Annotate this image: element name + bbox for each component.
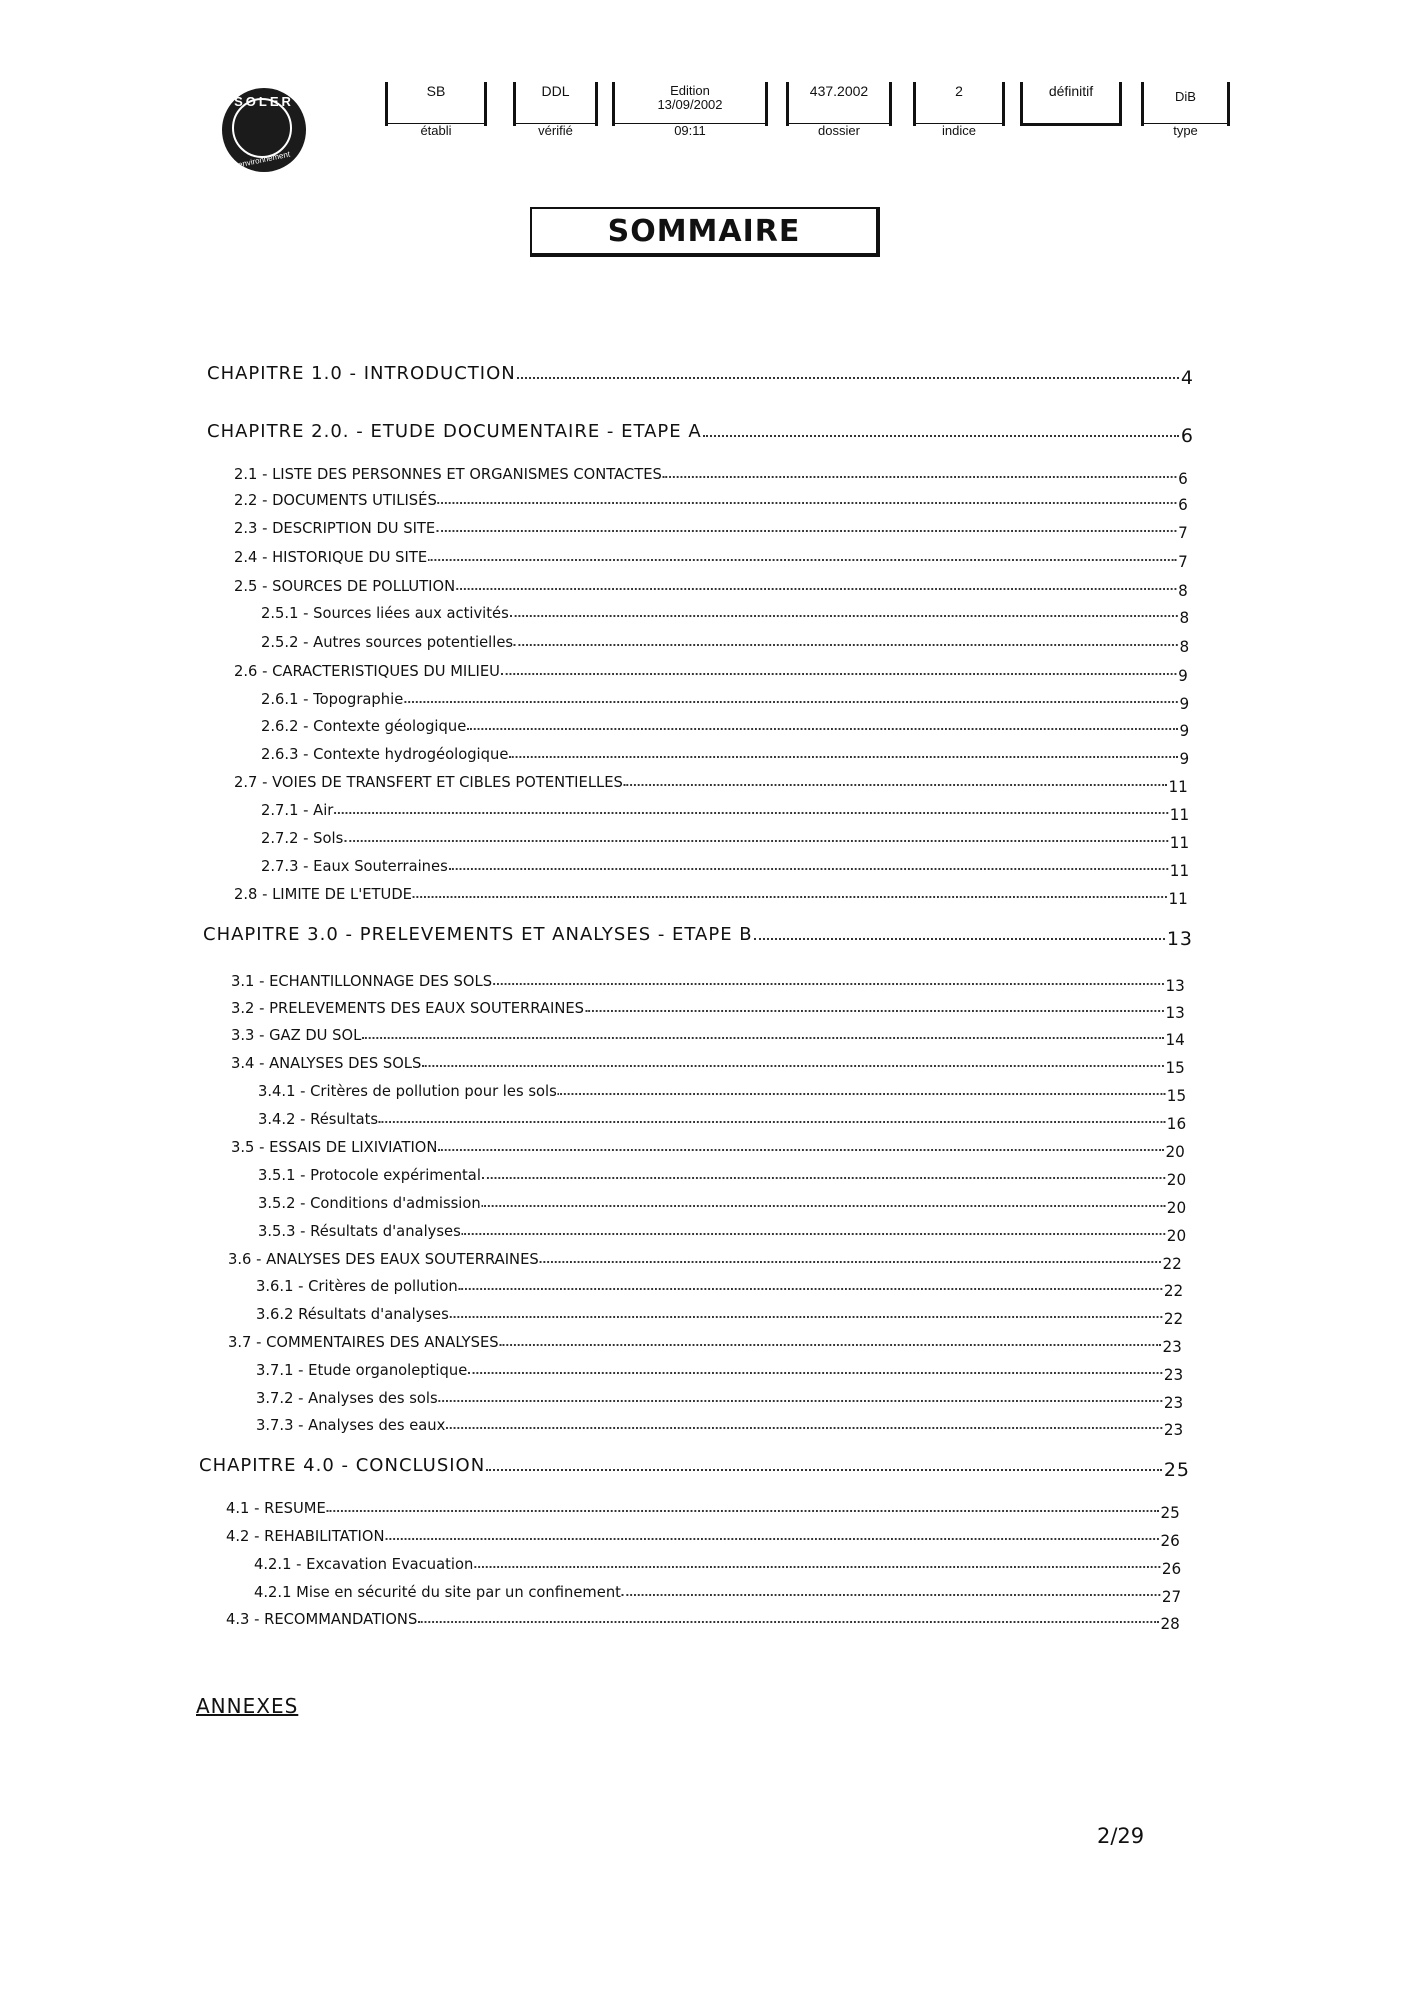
header-field-dossier — [786, 82, 892, 138]
toc-leader — [436, 530, 1176, 532]
toc-label: 3.5.1 - Protocole expérimental — [258, 1166, 481, 1184]
page-number: 2/29 — [1097, 1824, 1145, 1848]
toc-leader — [622, 1594, 1160, 1596]
toc-leader — [474, 1566, 1160, 1568]
toc-entry — [226, 1526, 1180, 1550]
toc-entry — [254, 1582, 1182, 1606]
header-field-edition — [612, 82, 768, 138]
toc-label: 3.7.3 - Analyses des eaux — [256, 1416, 446, 1434]
toc-label: 2.7.2 - Sols — [261, 829, 344, 847]
toc-label: 3.6.2 Résultats d'analyses — [256, 1305, 449, 1323]
toc-entry — [234, 661, 1188, 685]
toc-entry — [234, 547, 1188, 571]
toc-leader — [438, 1149, 1163, 1151]
toc-leader — [449, 868, 1168, 870]
toc-label: 2.7.1 - Air — [261, 801, 334, 819]
page-title: SOMMAIRE — [530, 207, 880, 257]
header-field-value: DDL — [541, 83, 570, 99]
toc-entry — [234, 518, 1188, 542]
header-field-label: indice — [916, 124, 1002, 137]
toc-leader — [428, 559, 1176, 561]
toc-page: 13 — [1166, 928, 1193, 950]
toc-entry — [258, 1081, 1187, 1105]
toc-entry — [228, 1332, 1182, 1356]
toc-page: 20 — [1165, 1142, 1185, 1161]
header-field-value: DiB — [1175, 89, 1196, 104]
header-field-value: 437.2002 — [809, 83, 869, 99]
toc-label: 3.5.2 - Conditions d'admission — [258, 1194, 481, 1212]
toc-leader — [362, 1037, 1163, 1039]
toc-page: 23 — [1163, 1393, 1184, 1412]
toc-page: 13 — [1165, 1003, 1185, 1022]
toc-label: 3.4.2 - Résultats — [258, 1110, 379, 1128]
toc-leader — [703, 435, 1179, 437]
toc-leader — [450, 1316, 1162, 1318]
toc-leader — [446, 1427, 1162, 1429]
header-field-indice — [913, 82, 1005, 138]
header-field-value: Edition — [670, 83, 710, 98]
toc-entry — [258, 1109, 1187, 1133]
header-field-verifie — [513, 82, 598, 138]
toc-chapter — [203, 923, 1193, 950]
toc-label: CHAPITRE 2.0. - ETUDE DOCUMENTAIRE - ETAPE A — [207, 421, 702, 442]
toc-entry — [261, 828, 1190, 852]
toc-label: CHAPITRE 3.0 - PRELEVEMENTS ET ANALYSES - ETAPE B — [203, 924, 753, 945]
toc-page: 20 — [1166, 1226, 1187, 1245]
logo-subtext: environnement — [237, 149, 291, 170]
toc-page: 11 — [1168, 777, 1188, 796]
toc-entry — [226, 1498, 1180, 1522]
toc-entry — [258, 1221, 1187, 1245]
toc-entry — [261, 716, 1190, 740]
toc-leader — [344, 840, 1168, 842]
toc-leader — [493, 983, 1164, 985]
toc-entry — [231, 998, 1185, 1022]
header-field-value: SB — [426, 83, 446, 99]
toc-leader — [459, 1288, 1162, 1290]
toc-entry — [231, 971, 1185, 995]
toc-entry — [256, 1415, 1184, 1439]
toc-label: 3.1 - ECHANTILLONNAGE DES SOLS — [231, 972, 493, 990]
toc-label: 3.6 - ANALYSES DES EAUX SOUTERRAINES — [228, 1250, 539, 1268]
toc-label: CHAPITRE 4.0 - CONCLUSION — [199, 1455, 486, 1476]
toc-label: 4.1 - RESUME — [226, 1499, 326, 1517]
toc-page: 13 — [1165, 976, 1185, 995]
toc-entry — [231, 1053, 1185, 1077]
toc-entry — [256, 1388, 1184, 1412]
header-field-label: dossier — [789, 124, 889, 137]
toc-page: 4 — [1180, 367, 1194, 389]
toc-page: 25 — [1160, 1503, 1180, 1522]
toc-page: 22 — [1163, 1281, 1184, 1300]
toc-page: 9 — [1179, 749, 1190, 768]
toc-leader — [514, 644, 1178, 646]
toc-page: 15 — [1165, 1058, 1185, 1077]
header-field-time: 09:11 — [615, 124, 765, 137]
toc-entry — [231, 1137, 1185, 1161]
toc-entry — [261, 689, 1190, 713]
toc-label: 4.2.1 Mise en sécurité du site par un confinement — [254, 1583, 621, 1601]
toc-page: 22 — [1163, 1309, 1184, 1328]
toc-chapter — [199, 1454, 1190, 1481]
toc-leader — [558, 1093, 1165, 1095]
header-field-label: vérifié — [516, 124, 595, 137]
toc-leader — [585, 1010, 1164, 1012]
header-field-date: 13/09/2002 — [657, 97, 723, 112]
toc-entry — [226, 1609, 1180, 1633]
toc-label: 3.7 - COMMENTAIRES DES ANALYSES — [228, 1333, 499, 1351]
toc-label: 4.2 - REHABILITATION — [226, 1527, 385, 1545]
company-logo — [222, 88, 306, 172]
toc-page: 28 — [1160, 1614, 1180, 1633]
toc-page: 11 — [1169, 861, 1190, 880]
toc-label: 2.4 - HISTORIQUE DU SITE — [234, 548, 428, 566]
toc-leader — [509, 756, 1177, 758]
toc-label: 2.5.1 - Sources liées aux activités — [261, 604, 509, 622]
toc-page: 11 — [1169, 805, 1190, 824]
toc-leader — [379, 1121, 1165, 1123]
toc-label: 3.7.1 - Etude organoleptique — [256, 1361, 468, 1379]
toc-page: 8 — [1179, 608, 1190, 627]
header-field-label: type — [1144, 124, 1227, 137]
toc-entry — [234, 772, 1188, 796]
toc-leader — [334, 812, 1168, 814]
toc-label: 2.7 - VOIES DE TRANSFERT ET CIBLES POTENTIELLES — [234, 773, 623, 791]
annexes-heading: ANNEXES — [196, 1694, 299, 1718]
toc-entry — [261, 856, 1190, 880]
logo-text: SOLER — [234, 94, 294, 109]
toc-leader — [663, 476, 1176, 478]
toc-label: 2.7.3 - Eaux Souterraines — [261, 857, 448, 875]
toc-entry — [256, 1276, 1184, 1300]
toc-label: 4.3 - RECOMMANDATIONS — [226, 1610, 418, 1628]
toc-leader — [418, 1621, 1158, 1623]
toc-leader — [540, 1261, 1161, 1263]
toc-leader — [422, 1065, 1163, 1067]
toc-entry — [254, 1554, 1182, 1578]
toc-leader — [413, 896, 1167, 898]
toc-entry — [261, 632, 1190, 656]
toc-label: 3.4.1 - Critères de pollution pour les sols — [258, 1082, 557, 1100]
header-field-status — [1020, 82, 1122, 126]
toc-page: 7 — [1178, 523, 1188, 542]
toc-label: 2.5.2 - Autres sources potentielles — [261, 633, 514, 651]
header-field-label: établi — [388, 124, 484, 137]
toc-page: 9 — [1179, 694, 1190, 713]
toc-entry — [234, 464, 1188, 488]
toc-page: 8 — [1178, 581, 1188, 600]
toc-leader — [439, 1400, 1162, 1402]
toc-page: 8 — [1179, 637, 1190, 656]
toc-label: 3.4 - ANALYSES DES SOLS — [231, 1054, 422, 1072]
toc-page: 26 — [1160, 1531, 1180, 1550]
toc-leader — [486, 1469, 1162, 1471]
toc-leader — [517, 377, 1179, 379]
toc-page: 6 — [1180, 425, 1194, 447]
toc-leader — [327, 1510, 1159, 1512]
toc-page: 25 — [1163, 1459, 1190, 1481]
toc-label: 2.3 - DESCRIPTION DU SITE — [234, 519, 436, 537]
toc-entry — [228, 1249, 1182, 1273]
toc-leader — [500, 1344, 1161, 1346]
toc-label: 4.2.1 - Excavation Evacuation — [254, 1555, 474, 1573]
toc-entry — [256, 1360, 1184, 1384]
toc-label: 2.6.2 - Contexte géologique — [261, 717, 467, 735]
toc-leader — [482, 1205, 1165, 1207]
toc-entry — [234, 576, 1188, 600]
toc-leader — [501, 673, 1176, 675]
toc-page: 11 — [1169, 833, 1190, 852]
toc-page: 11 — [1168, 889, 1188, 908]
toc-entry — [261, 800, 1190, 824]
toc-label: CHAPITRE 1.0 - INTRODUCTION — [207, 363, 516, 384]
toc-label: 2.5 - SOURCES DE POLLUTION — [234, 577, 456, 595]
toc-entry — [256, 1304, 1184, 1328]
toc-label: 3.2 - PRELEVEMENTS DES EAUX SOUTERRAINES — [231, 999, 584, 1017]
toc-leader — [456, 588, 1176, 590]
header-field-value: définitif — [1048, 83, 1094, 99]
toc-entry — [234, 490, 1188, 514]
toc-label: 3.7.2 - Analyses des sols — [256, 1389, 438, 1407]
toc-label: 2.8 - LIMITE DE L'ETUDE — [234, 885, 412, 903]
toc-label: 2.6.3 - Contexte hydrogéologique — [261, 745, 509, 763]
toc-leader — [404, 701, 1177, 703]
header-field-etabli — [385, 82, 487, 138]
toc-page: 15 — [1166, 1086, 1187, 1105]
toc-page: 9 — [1179, 721, 1190, 740]
toc-entry — [258, 1193, 1187, 1217]
toc-page: 9 — [1178, 666, 1188, 685]
toc-page: 6 — [1178, 469, 1188, 488]
toc-entry — [231, 1025, 1185, 1049]
toc-leader — [438, 502, 1176, 504]
toc-leader — [467, 728, 1177, 730]
toc-page: 14 — [1165, 1030, 1185, 1049]
toc-page: 26 — [1161, 1559, 1182, 1578]
toc-leader — [385, 1538, 1158, 1540]
toc-leader — [510, 615, 1178, 617]
header-field-value: 2 — [955, 83, 963, 99]
toc-entry — [258, 1165, 1187, 1189]
toc-entry — [261, 603, 1190, 627]
toc-label: 2.6.1 - Topographie — [261, 690, 404, 708]
header-field-type — [1141, 82, 1230, 138]
toc-label: 3.6.1 - Critères de pollution — [256, 1277, 458, 1295]
toc-label: 2.1 - LISTE DES PERSONNES ET ORGANISMES CONTACTES — [234, 465, 662, 483]
toc-leader — [468, 1372, 1162, 1374]
toc-page: 16 — [1166, 1114, 1187, 1133]
toc-chapter — [207, 420, 1194, 447]
toc-page: 23 — [1163, 1420, 1184, 1439]
toc-label: 2.6 - CARACTERISTIQUES DU MILIEU — [234, 662, 500, 680]
toc-page: 23 — [1163, 1365, 1184, 1384]
toc-leader — [754, 938, 1165, 940]
toc-entry — [261, 744, 1190, 768]
toc-page: 27 — [1161, 1587, 1182, 1606]
toc-label: 2.2 - DOCUMENTS UTILISÉS — [234, 491, 437, 509]
toc-label: 3.5.3 - Résultats d'analyses — [258, 1222, 461, 1240]
toc-page: 20 — [1166, 1198, 1187, 1217]
toc-leader — [482, 1177, 1165, 1179]
toc-page: 6 — [1178, 495, 1188, 514]
toc-entry — [234, 884, 1188, 908]
toc-chapter — [207, 362, 1194, 389]
toc-page: 20 — [1166, 1170, 1187, 1189]
toc-label: 3.5 - ESSAIS DE LIXIVIATION — [231, 1138, 438, 1156]
toc-label: 3.3 - GAZ DU SOL — [231, 1026, 362, 1044]
toc-leader — [624, 784, 1167, 786]
toc-page: 22 — [1162, 1254, 1182, 1273]
toc-page: 23 — [1162, 1337, 1182, 1356]
toc-page: 7 — [1178, 552, 1188, 571]
toc-leader — [462, 1233, 1165, 1235]
